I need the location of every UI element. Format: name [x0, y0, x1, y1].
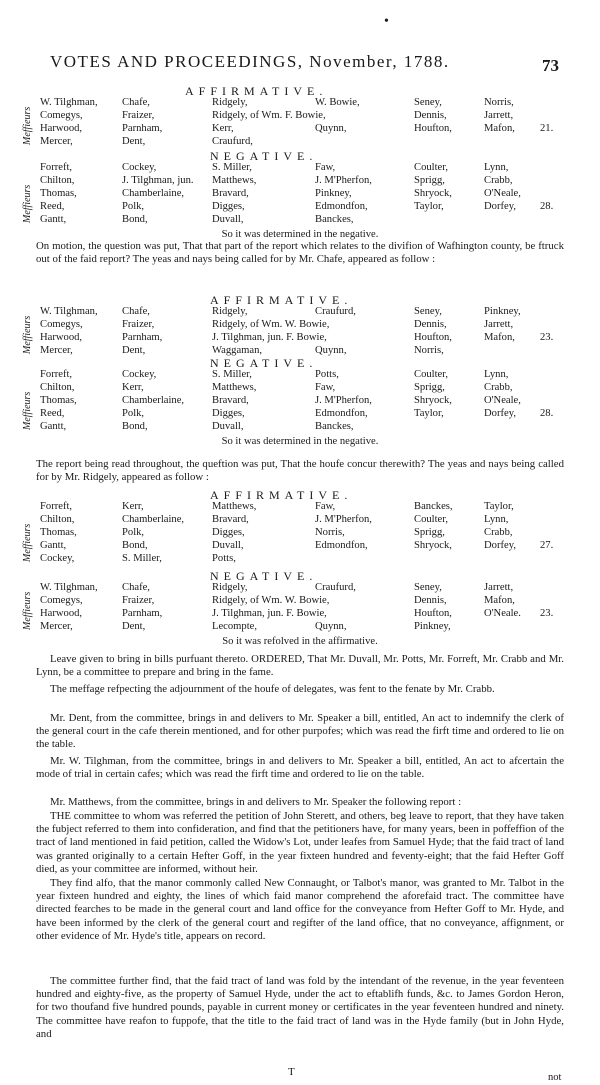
member-name: Potts, — [315, 369, 339, 380]
member-name: Reed, — [40, 201, 65, 212]
member-name: Cockey, — [122, 369, 157, 380]
vote-row — [0, 595, 600, 608]
vote-row — [0, 319, 600, 332]
vote-title: NEGATIVE. — [210, 149, 318, 163]
member-name: O'Neale, — [484, 188, 521, 199]
vote-title: NEGATIVE. — [210, 569, 318, 583]
member-name: Bond, — [122, 421, 148, 432]
member-name: S. Miller, — [212, 369, 252, 380]
member-name: Harwood, — [40, 608, 83, 619]
member-name: Cockey, — [122, 162, 157, 173]
vote-row — [0, 608, 600, 621]
paragraph-further: The committee further find, that the faid tract of land was fold by the intendant of the revenue, in the year feventeen hundred and eighty-five, as the property of Samuel Hyde, under the act to eftablifh funds, &c. to James Gordon Heron, for two thoufand five hundred pounds, payable in current money or certificates in the year feventeen hundred and ninety. The committee have reafon to fuppofe, that the title to the faid tract of land was in the Hyde family (but in John Hyde, and — [36, 975, 564, 1040]
vote-row — [0, 382, 600, 395]
member-name: Polk, — [122, 408, 145, 419]
member-name: Banckes, — [315, 214, 354, 225]
member-name: Mercer, — [40, 345, 73, 356]
member-name: Bravard, — [212, 514, 249, 525]
member-name: Comegys, — [40, 595, 83, 606]
member-name: Crabb, — [484, 175, 513, 186]
member-name: Ridgely, of Wm. W. Bowie, — [212, 319, 330, 330]
member-name: Matthews, — [212, 501, 257, 512]
member-name: Potts, — [212, 553, 236, 564]
member-name: Forreft, — [40, 162, 73, 173]
vote-row — [0, 527, 600, 540]
member-name: Faw, — [315, 382, 336, 393]
vote-row — [0, 582, 600, 595]
member-name: Quynn, — [315, 345, 347, 356]
member-name: S. Miller, — [212, 162, 252, 173]
vote-row — [0, 395, 600, 408]
vote-title: AFFIRMATIVE. — [185, 84, 328, 98]
member-name: J. M'Pherfon, — [315, 175, 372, 186]
member-name: Jarrett, — [484, 319, 514, 330]
member-name: Parnham, — [122, 123, 163, 134]
member-name: J. M'Pherfon, — [315, 395, 372, 406]
member-name: Ridgely, of Wm. F. Bowie, — [212, 110, 326, 121]
member-name: Seney, — [414, 97, 442, 108]
vote-row — [0, 136, 600, 149]
member-name: Dennis, — [414, 595, 447, 606]
member-name: Mafon, — [484, 332, 515, 343]
member-name: W. Tilghman, — [40, 306, 98, 317]
vote-result: So it was refolved in the affirmative. — [222, 636, 378, 647]
member-name: Dennis, — [414, 319, 447, 330]
member-name: Pinkney, — [414, 621, 451, 632]
member-name: Kerr, — [122, 501, 144, 512]
member-name: Craufurd, — [315, 306, 356, 317]
member-name: Coulter, — [414, 369, 449, 380]
member-name: Harwood, — [40, 123, 83, 134]
member-name: Crabb, — [484, 527, 513, 538]
member-name: S. Miller, — [122, 553, 162, 564]
vote-row — [0, 201, 600, 214]
paragraph-tilghman: Mr. W. Tilghman, from the committee, brings in and delivers to Mr. Speaker a bill, entitled, An act to afcertain the mode of trial in certain cafes; which was read the firft time and ordered to lie on the table. — [36, 755, 564, 781]
vote-row — [0, 123, 600, 136]
member-name: W. Tilghman, — [40, 582, 98, 593]
member-name: Mercer, — [40, 136, 73, 147]
messieurs-label: Meffieurs — [22, 523, 33, 562]
member-name: Craufurd, — [212, 136, 253, 147]
member-name: Norris, — [315, 527, 345, 538]
member-name: Comegys, — [40, 319, 83, 330]
member-name: Shryock, — [414, 540, 452, 551]
member-name: Crabb, — [484, 382, 513, 393]
member-name: Craufurd, — [315, 582, 356, 593]
member-name: Chafe, — [122, 582, 150, 593]
paragraph-dent: Mr. Dent, from the committee, brings in and delivers to Mr. Speaker a bill, entitled, An act to indemnify the clerk of the general court in the cafe therein mentioned, and for other purpofes; which was read the firft time and ordered to lie on the table. — [36, 712, 564, 751]
member-name: Kerr, — [212, 123, 234, 134]
member-name: Lynn, — [484, 514, 509, 525]
member-name: J. M'Pherfon, — [315, 514, 372, 525]
member-name: Gantt, — [40, 214, 67, 225]
member-name: Mafon, — [484, 123, 515, 134]
paragraph-committee-report: THE committee to whom was referred the petition of John Sterett, and others, beg leave to report, that they have taken the fubject referred to them into confideration, and find that the petitioners have, for many years, been in poffeffion of the tract of land mentioned in faid petition, called the Widow's Lot, under leafes from Samuel Hyde; that the faid tract of land was granted originally to a certain Hefter Goff, in the year fixteen hundred and feventy-eight; that the faid Hefter Goff died, as your committee are informed, without heir. — [36, 810, 564, 875]
vote-title: AFFIRMATIVE. — [210, 293, 353, 307]
member-name: Ridgely, — [212, 306, 248, 317]
member-name: Shryock, — [414, 188, 452, 199]
member-name: Mafon, — [484, 595, 515, 606]
member-name: Dent, — [122, 621, 146, 632]
member-name: Quynn, — [315, 123, 347, 134]
paragraph-meffage: The meffage refpecting the adjournment of the houfe of delegates, was fent to the fenate by Mr. Crabb. — [50, 683, 495, 695]
member-name: Chilton, — [40, 514, 75, 525]
vote-row — [0, 188, 600, 201]
member-name: Matthews, — [212, 382, 257, 393]
vote-row — [0, 553, 600, 566]
member-name: Sprigg, — [414, 527, 445, 538]
member-name: Gantt, — [40, 540, 67, 551]
vote-count: 21. — [540, 123, 554, 134]
vote-count: 28. — [540, 408, 554, 419]
paragraph-motion: On motion, the question was put, That that part of the report which relates to the divifion of Wafhington county, be ftruck out of the faid report? The yeas and nays being called for by Mr. Chafe, appeared as follow : — [36, 240, 564, 266]
member-name: Lecompte, — [212, 621, 258, 632]
member-name: Ridgely, of Wm. W. Bowie, — [212, 595, 330, 606]
member-name: Bond, — [122, 214, 148, 225]
paragraph-find-also: They find alfo, that the manor commonly called New Connaught, or Talbot's manor, was granted to Mr. Talbot in the year fixteen hundred and eighty, the lines of which faid manor comprehend the aforefaid tract. The committee have directed fearches to be made in the general court and land office for the conveyance from Hefter Goff to Mr. Hyde, and have been informed by the clerk of the general court and regifter of the land office, that no conveyance, affignment, or other evidence of Mr. Hyde's title, appears on record. — [36, 877, 564, 942]
member-name: Houfton, — [414, 608, 452, 619]
member-name: Pinkney, — [315, 188, 352, 199]
member-name: Ridgely, — [212, 582, 248, 593]
vote-title: NEGATIVE. — [210, 356, 318, 370]
member-name: Digges, — [212, 201, 245, 212]
member-name: Edmondfon, — [315, 540, 368, 551]
member-name: Duvall, — [212, 421, 244, 432]
vote-row — [0, 408, 600, 421]
member-name: Dent, — [122, 345, 146, 356]
member-name: Cockey, — [40, 553, 75, 564]
member-name: Dennis, — [414, 110, 447, 121]
member-name: Taylor, — [414, 201, 444, 212]
member-name: J. Tilghman, jun. F. Bowie, — [212, 332, 327, 343]
member-name: Lynn, — [484, 369, 509, 380]
member-name: Bravard, — [212, 395, 249, 406]
member-name: Seney, — [414, 306, 442, 317]
vote-title: AFFIRMATIVE. — [210, 488, 353, 502]
member-name: Quynn, — [315, 621, 347, 632]
vote-result: So it was determined in the negative. — [221, 229, 379, 240]
vote-row — [0, 110, 600, 123]
member-name: Chamberlaine, — [122, 188, 185, 199]
paragraph-matthews: Mr. Matthews, from the committee, brings in and delivers to Mr. Speaker the following report : — [50, 796, 462, 808]
member-name: Sprigg, — [414, 382, 445, 393]
messieurs-label: Meffieurs — [22, 184, 33, 223]
member-name: Bravard, — [212, 188, 249, 199]
vote-row — [0, 540, 600, 553]
member-name: Thomas, — [40, 395, 77, 406]
member-name: O'Neale, — [484, 395, 521, 406]
member-name: Parnham, — [122, 608, 163, 619]
messieurs-label: Meffieurs — [22, 315, 33, 354]
member-name: Forreft, — [40, 369, 73, 380]
member-name: Seney, — [414, 582, 442, 593]
member-name: Kerr, — [122, 382, 144, 393]
member-name: Duvall, — [212, 540, 244, 551]
member-name: Gantt, — [40, 421, 67, 432]
member-name: Polk, — [122, 201, 145, 212]
member-name: Chafe, — [122, 97, 150, 108]
member-name: Reed, — [40, 408, 65, 419]
member-name: Dorfey, — [484, 408, 516, 419]
member-name: Banckes, — [414, 501, 453, 512]
member-name: Banckes, — [315, 421, 354, 432]
member-name: Chilton, — [40, 175, 75, 186]
member-name: Duvall, — [212, 214, 244, 225]
member-name: Sprigg, — [414, 175, 445, 186]
member-name: Dorfey, — [484, 540, 516, 551]
member-name: Dent, — [122, 136, 146, 147]
member-name: Dorfey, — [484, 201, 516, 212]
vote-row — [0, 175, 600, 188]
vote-row — [0, 501, 600, 514]
catchword: not — [548, 1072, 562, 1083]
member-name: Chamberlaine, — [122, 514, 185, 525]
member-name: Polk, — [122, 527, 145, 538]
member-name: Digges, — [212, 408, 245, 419]
member-name: Chilton, — [40, 382, 75, 393]
signature-mark: T — [288, 1066, 295, 1078]
page-header: VOTES AND PROCEEDINGS, November, 1788. — [50, 52, 450, 71]
member-name: Jarrett, — [484, 110, 514, 121]
member-name: Harwood, — [40, 332, 83, 343]
member-name: O'Neale. — [484, 608, 521, 619]
messieurs-label: Meffieurs — [22, 591, 33, 630]
messieurs-label: Meffieurs — [22, 106, 33, 145]
decorative-dot: • — [384, 14, 389, 29]
member-name: Lynn, — [484, 162, 509, 173]
member-name: Digges, — [212, 527, 245, 538]
vote-count: 28. — [540, 201, 554, 212]
member-name: Mercer, — [40, 621, 73, 632]
vote-row — [0, 514, 600, 527]
member-name: Faw, — [315, 501, 336, 512]
member-name: Edmondfon, — [315, 408, 368, 419]
vote-row — [0, 306, 600, 319]
member-name: J. Tilghman, jun. — [122, 175, 194, 186]
messieurs-label: Meffieurs — [22, 391, 33, 430]
member-name: Taylor, — [484, 501, 514, 512]
member-name: Houfton, — [414, 123, 452, 134]
member-name: Chamberlaine, — [122, 395, 185, 406]
paragraph-report-read: The report being read throughout, the queftion was put, That the houfe concur therewith? The yeas and nays being called for by Mr. Ridgely, appeared as follow : — [36, 458, 564, 484]
vote-row — [0, 369, 600, 382]
vote-row — [0, 97, 600, 110]
vote-result: So it was determined in the negative. — [221, 436, 379, 447]
vote-count: 27. — [540, 540, 554, 551]
vote-count: 23. — [540, 608, 554, 619]
member-name: Shryock, — [414, 395, 452, 406]
member-name: Coulter, — [414, 514, 449, 525]
member-name: Parnham, — [122, 332, 163, 343]
member-name: Coulter, — [414, 162, 449, 173]
member-name: Matthews, — [212, 175, 257, 186]
member-name: Jarrett, — [484, 582, 514, 593]
member-name: Norris, — [484, 97, 514, 108]
member-name: Fraizer, — [122, 110, 155, 121]
vote-row — [0, 332, 600, 345]
member-name: Fraizer, — [122, 319, 155, 330]
member-name: Faw, — [315, 162, 336, 173]
vote-row — [0, 421, 600, 434]
member-name: Edmondfon, — [315, 201, 368, 212]
vote-row — [0, 214, 600, 227]
member-name: Ridgely, — [212, 97, 248, 108]
member-name: Thomas, — [40, 188, 77, 199]
vote-row — [0, 162, 600, 175]
member-name: Waggaman, — [212, 345, 263, 356]
member-name: Thomas, — [40, 527, 77, 538]
member-name: Pinkney, — [484, 306, 521, 317]
member-name: W. Bowie, — [315, 97, 360, 108]
member-name: Comegys, — [40, 110, 83, 121]
member-name: Taylor, — [414, 408, 444, 419]
member-name: Forreft, — [40, 501, 73, 512]
page-number: 73 — [542, 56, 559, 75]
vote-row — [0, 621, 600, 634]
member-name: Houfton, — [414, 332, 452, 343]
member-name: W. Tilghman, — [40, 97, 98, 108]
member-name: Chafe, — [122, 306, 150, 317]
member-name: J. Tilghman, jun. F. Bowie, — [212, 608, 327, 619]
member-name: Norris, — [414, 345, 444, 356]
member-name: Bond, — [122, 540, 148, 551]
member-name: Fraizer, — [122, 595, 155, 606]
paragraph-leave: Leave given to bring in bills purfuant thereto. ORDERED, That Mr. Duvall, Mr. Potts, Mr. Forreft, Mr. Crabb and Mr. Lynn, be a committee to prepare and bring in the fame. — [36, 653, 564, 679]
vote-count: 23. — [540, 332, 554, 343]
